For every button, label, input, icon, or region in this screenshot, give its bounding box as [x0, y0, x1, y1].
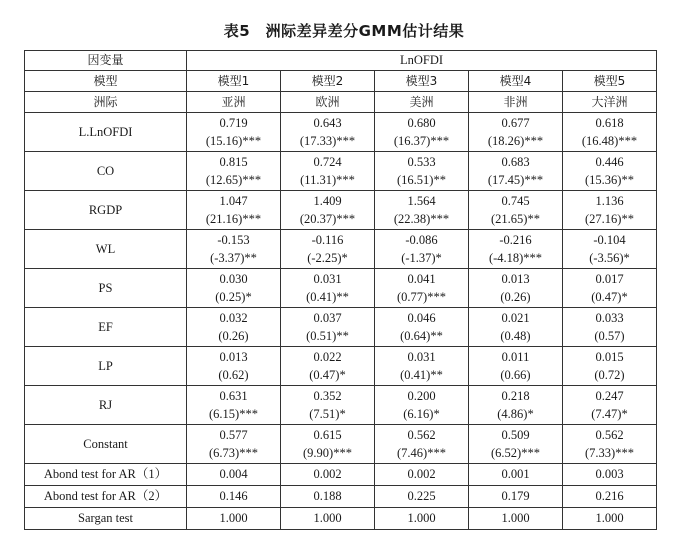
model-header: 模型4: [469, 71, 563, 92]
coefficient-value: 1.136: [595, 194, 624, 208]
test-statistic: (11.31)***: [300, 173, 355, 187]
coefficient-value: 0.037: [313, 311, 342, 325]
coefficient-value: 1.047: [219, 194, 248, 208]
test-statistic: (17.45)***: [487, 173, 544, 187]
coefficient-row: [25, 347, 657, 386]
test-statistic: (6.15)***: [209, 407, 258, 421]
coefficient-value: 0.011: [501, 350, 530, 364]
estimate-cell: [375, 386, 469, 425]
coefficient-value: -0.153: [217, 233, 250, 247]
test-name: Sargan test: [25, 508, 187, 530]
test-statistic: (6.52)***: [491, 446, 540, 460]
test-value: 0.001: [469, 464, 563, 486]
continent-header: 非洲: [469, 92, 563, 113]
coefficient-value: 0.745: [501, 194, 530, 208]
variable-name: WL: [25, 230, 187, 269]
coefficient-row: [25, 113, 657, 152]
test-value: 0.002: [375, 464, 469, 486]
estimate-cell: [281, 308, 375, 347]
test-statistic: (20.37)***: [299, 212, 356, 226]
test-statistic: (0.66): [500, 368, 531, 382]
estimate-cell: [281, 347, 375, 386]
test-statistic: (18.26)***: [487, 134, 544, 148]
estimate-cell: [469, 230, 563, 269]
test-statistic: (0.41)**: [306, 290, 349, 304]
coefficient-row: [25, 230, 657, 269]
coefficient-value: 0.562: [595, 428, 624, 442]
coefficient-row: [25, 191, 657, 230]
test-statistic: (6.73)***: [209, 446, 258, 460]
test-statistic: (4.86)*: [497, 407, 534, 421]
test-value: 0.225: [375, 486, 469, 508]
test-value: 0.188: [281, 486, 375, 508]
coefficient-value: 0.247: [595, 389, 624, 403]
model-header: 模型3: [375, 71, 469, 92]
test-statistic: (6.16)*: [403, 407, 440, 421]
estimate-cell: [187, 152, 281, 191]
test-statistic: (0.57): [594, 329, 625, 343]
model-header: 模型1: [187, 71, 281, 92]
diagnostic-test-row: [25, 464, 657, 486]
coefficient-value: 0.815: [219, 155, 248, 169]
test-value: 1.000: [563, 508, 657, 530]
estimate-cell: [469, 191, 563, 230]
table-title: 表5 洲际差异差分GMM估计结果: [223, 22, 465, 40]
estimate-cell: [187, 425, 281, 464]
coefficient-value: 1.409: [313, 194, 342, 208]
test-value: 0.179: [469, 486, 563, 508]
coefficient-row: [25, 308, 657, 347]
test-statistic: (0.64)**: [400, 329, 443, 343]
diagnostic-test-row: [25, 508, 657, 530]
test-statistic: (7.47)*: [591, 407, 628, 421]
estimate-cell: [375, 269, 469, 308]
coefficient-value: 0.533: [407, 155, 436, 169]
estimate-cell: [469, 113, 563, 152]
variable-name: EF: [25, 308, 187, 347]
coefficient-value: 0.017: [595, 272, 624, 286]
test-statistic: (-1.37)*: [401, 251, 442, 265]
coefficient-value: 0.013: [219, 350, 248, 364]
test-name: Abond test for AR（2）: [25, 486, 187, 508]
coefficient-value: -0.216: [499, 233, 532, 247]
continent-header: 美洲: [375, 92, 469, 113]
test-statistic: (0.62): [218, 368, 249, 382]
test-value: 0.002: [281, 464, 375, 486]
test-statistic: (0.25)*: [215, 290, 252, 304]
coefficient-value: 0.680: [407, 116, 436, 130]
test-statistic: (12.65)***: [205, 173, 262, 187]
test-statistic: (21.16)***: [205, 212, 262, 226]
test-statistic: (16.51)**: [397, 173, 446, 187]
coefficient-value: 0.683: [501, 155, 530, 169]
test-statistic: (0.26): [218, 329, 249, 343]
model-label: 模型: [25, 71, 187, 92]
estimate-cell: [469, 152, 563, 191]
test-value: 0.146: [187, 486, 281, 508]
estimate-cell: [281, 386, 375, 425]
coefficient-value: 0.719: [219, 116, 248, 130]
estimate-cell: [563, 386, 657, 425]
continent-label: 洲际: [25, 92, 187, 113]
estimate-cell: [469, 269, 563, 308]
header-row-model: [25, 71, 657, 92]
coefficient-value: -0.104: [593, 233, 626, 247]
dependent-variable-value: LnOFDI: [187, 51, 657, 71]
estimate-cell: [375, 425, 469, 464]
test-statistic: (-2.25)*: [307, 251, 348, 265]
estimate-cell: [187, 269, 281, 308]
model-header: 模型2: [281, 71, 375, 92]
test-statistic: (22.38)***: [393, 212, 450, 226]
coefficient-value: 0.577: [219, 428, 248, 442]
coefficient-row: [25, 386, 657, 425]
estimate-cell: [563, 152, 657, 191]
estimate-cell: [187, 191, 281, 230]
test-statistic: (7.51)*: [309, 407, 346, 421]
coefficient-value: 1.564: [407, 194, 436, 208]
coefficient-value: 0.631: [219, 389, 248, 403]
estimate-cell: [563, 230, 657, 269]
estimate-cell: [469, 308, 563, 347]
estimate-cell: [375, 308, 469, 347]
test-name: Abond test for AR（1）: [25, 464, 187, 486]
coefficient-value: 0.032: [219, 311, 248, 325]
header-row-continent: [25, 92, 657, 113]
coefficient-value: 0.562: [407, 428, 436, 442]
test-statistic: (0.41)**: [400, 368, 443, 382]
variable-name: L.LnOFDI: [25, 113, 187, 152]
coefficient-value: 0.041: [407, 272, 436, 286]
estimate-cell: [281, 113, 375, 152]
coefficient-value: 0.031: [313, 272, 342, 286]
test-statistic: (16.48)***: [581, 134, 638, 148]
variable-name: LP: [25, 347, 187, 386]
coefficient-value: 0.615: [313, 428, 342, 442]
estimate-cell: [187, 386, 281, 425]
test-value: 0.216: [563, 486, 657, 508]
continent-header: 亚洲: [187, 92, 281, 113]
coefficient-value: 0.015: [595, 350, 624, 364]
test-statistic: (0.47)*: [309, 368, 346, 382]
coefficient-value: 0.046: [407, 311, 436, 325]
continent-header: 欧洲: [281, 92, 375, 113]
estimate-cell: [563, 425, 657, 464]
estimate-cell: [469, 425, 563, 464]
coefficient-value: 0.033: [595, 311, 624, 325]
estimate-cell: [563, 191, 657, 230]
test-statistic: (0.47)*: [591, 290, 628, 304]
coefficient-value: 0.031: [407, 350, 436, 364]
coefficient-value: 0.218: [501, 389, 530, 403]
estimate-cell: [375, 113, 469, 152]
test-statistic: (-3.56)*: [589, 251, 630, 265]
variable-name: CO: [25, 152, 187, 191]
test-statistic: (17.33)***: [299, 134, 356, 148]
estimate-cell: [281, 230, 375, 269]
coefficient-value: 0.030: [219, 272, 248, 286]
coefficient-value: 0.643: [313, 116, 342, 130]
estimate-cell: [187, 347, 281, 386]
coefficient-value: -0.116: [311, 233, 344, 247]
coefficient-row: [25, 425, 657, 464]
test-value: 0.003: [563, 464, 657, 486]
test-statistic: (15.16)***: [205, 134, 262, 148]
estimate-cell: [375, 230, 469, 269]
estimate-cell: [469, 347, 563, 386]
estimate-cell: [563, 347, 657, 386]
coefficient-row: [25, 152, 657, 191]
variable-name: RJ: [25, 386, 187, 425]
test-value: 1.000: [375, 508, 469, 530]
coefficient-value: 0.200: [407, 389, 436, 403]
estimate-cell: [281, 152, 375, 191]
model-header: 模型5: [563, 71, 657, 92]
test-value: 1.000: [469, 508, 563, 530]
coefficient-value: 0.013: [501, 272, 530, 286]
variable-name: PS: [25, 269, 187, 308]
coefficient-row: [25, 269, 657, 308]
coefficient-value: 0.724: [313, 155, 342, 169]
coefficient-value: 0.352: [313, 389, 342, 403]
coefficient-value: 0.022: [313, 350, 342, 364]
estimate-cell: [469, 386, 563, 425]
variable-name: Constant: [25, 425, 187, 464]
dependent-variable-label: 因变量: [25, 51, 187, 71]
estimate-cell: [563, 113, 657, 152]
estimate-cell: [281, 425, 375, 464]
coefficient-value: 0.446: [595, 155, 624, 169]
estimate-cell: [375, 152, 469, 191]
diagnostic-test-row: [25, 486, 657, 508]
estimate-cell: [563, 269, 657, 308]
estimate-cell: [187, 230, 281, 269]
estimate-cell: [563, 308, 657, 347]
test-value: 1.000: [281, 508, 375, 530]
continent-header: 大洋洲: [563, 92, 657, 113]
test-statistic: (7.33)***: [585, 446, 634, 460]
test-statistic: (16.37)***: [393, 134, 450, 148]
estimate-cell: [187, 113, 281, 152]
test-statistic: (7.46)***: [397, 446, 446, 460]
coefficient-value: 0.618: [595, 116, 624, 130]
coefficient-value: 0.509: [501, 428, 530, 442]
test-statistic: (21.65)**: [491, 212, 540, 226]
estimate-cell: [281, 269, 375, 308]
coefficient-value: -0.086: [405, 233, 438, 247]
test-statistic: (0.26): [500, 290, 531, 304]
test-statistic: (-3.37)**: [210, 251, 257, 265]
estimate-cell: [375, 191, 469, 230]
test-value: 0.004: [187, 464, 281, 486]
estimate-cell: [375, 347, 469, 386]
test-statistic: (0.77)***: [397, 290, 446, 304]
test-statistic: (9.90)***: [303, 446, 352, 460]
variable-name: RGDP: [25, 191, 187, 230]
test-statistic: (27.16)**: [585, 212, 634, 226]
header-row-dependent-variable: [25, 51, 657, 71]
coefficient-value: 0.677: [501, 116, 530, 130]
test-statistic: (-4.18)***: [488, 251, 543, 265]
test-value: 1.000: [187, 508, 281, 530]
test-statistic: (15.36)**: [585, 173, 634, 187]
estimate-cell: [281, 191, 375, 230]
estimate-cell: [187, 308, 281, 347]
test-statistic: (0.51)**: [306, 329, 349, 343]
test-statistic: (0.72): [594, 368, 625, 382]
results-table: [24, 50, 657, 530]
coefficient-value: 0.021: [501, 311, 530, 325]
test-statistic: (0.48): [500, 329, 531, 343]
